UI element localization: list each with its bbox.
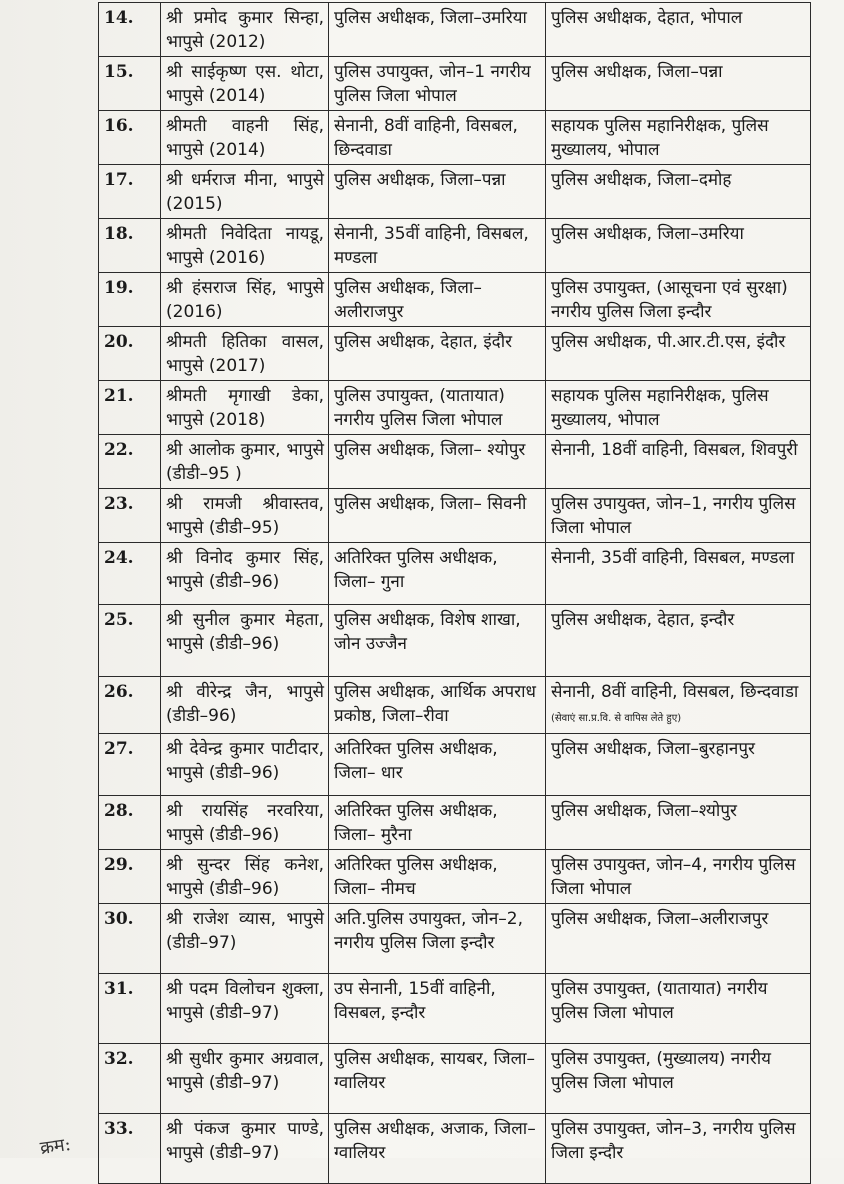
current-posting-cell [329,974,546,1044]
serial-number-cell [99,605,161,677]
officer-name-cell [161,677,329,734]
officer-name-cell [161,1114,329,1184]
new-posting-cell [546,734,811,796]
serial-number-cell [99,1114,161,1184]
table-row [99,219,811,273]
serial-number-cell-text: 33. [104,1119,134,1139]
current-posting-cell-text: पुलिस अधीक्षक, जिला–पन्ना [334,170,506,190]
table-row [99,381,811,435]
current-posting-cell [329,1114,546,1184]
serial-number-cell [99,3,161,57]
serial-number-cell [99,381,161,435]
current-posting-cell [329,850,546,904]
officer-name-cell [161,57,329,111]
table-row [99,3,811,57]
officer-name-cell [161,974,329,1044]
table-row [99,850,811,904]
officer-name-cell-text: श्री साईकृष्ण एस. थोटा, भापुसे (2014) [166,62,324,106]
new-posting-cell [546,327,811,381]
new-posting-cell [546,489,811,543]
table-row [99,1114,811,1184]
new-posting-cell [546,273,811,327]
officer-name-cell [161,3,329,57]
serial-number-cell-text: 15. [104,62,134,82]
officer-name-cell [161,489,329,543]
current-posting-cell [329,219,546,273]
serial-number-cell-text: 29. [104,855,134,875]
current-posting-cell-text: पुलिस अधीक्षक, सायबर, जिला–ग्वालियर [334,1049,536,1093]
new-posting-cell [546,381,811,435]
officer-name-cell [161,543,329,605]
officer-name-cell-text: श्री विनोद कुमार सिंह, भापुसे (डीडी–96) [166,548,324,592]
table-row [99,111,811,165]
new-posting-cell-text: पुलिस अधीक्षक, जिला–अलीराजपुर [551,909,769,929]
officer-name-cell [161,381,329,435]
serial-number-cell [99,904,161,974]
current-posting-cell-text: पुलिस उपायुक्त, (यातायात) नगरीय पुलिस जिला भोपाल [334,386,505,430]
new-posting-cell [546,1114,811,1184]
officer-name-cell-text: श्री राजेश व्यास, भापुसे (डीडी–97) [166,909,324,953]
serial-number-cell-text: 25. [104,610,134,630]
table-row [99,974,811,1044]
serial-number-cell-text: 19. [104,278,134,298]
new-posting-cell-text: पुलिस उपायुक्त, जोन–3, नगरीय पुलिस जिला इन्दौर [551,1119,796,1163]
current-posting-cell-text: अतिरिक्त पुलिस अधीक्षक, जिला– गुना [334,548,498,592]
officer-name-cell [161,165,329,219]
new-posting-cell [546,435,811,489]
serial-number-cell-text: 32. [104,1049,134,1069]
officer-name-cell-text: श्री सुधीर कुमार अग्रवाल, भापुसे (डीडी–97) [166,1049,324,1093]
officer-name-cell [161,111,329,165]
table-row [99,734,811,796]
current-posting-cell-text: अति.पुलिस उपायुक्त, जोन–2, नगरीय पुलिस जिला इन्दौर [334,909,523,953]
current-posting-cell [329,3,546,57]
current-posting-cell [329,543,546,605]
serial-number-cell [99,327,161,381]
new-posting-cell [546,57,811,111]
officer-name-cell [161,734,329,796]
serial-number-cell [99,677,161,734]
serial-number-cell-text: 23. [104,494,134,514]
current-posting-cell [329,677,546,734]
current-posting-cell-text: अतिरिक्त पुलिस अधीक्षक, जिला– मुरैना [334,801,498,845]
new-posting-cell [546,974,811,1044]
officer-name-cell [161,273,329,327]
serial-number-cell [99,850,161,904]
table-row [99,273,811,327]
serial-number-cell [99,111,161,165]
new-posting-cell [546,1044,811,1114]
current-posting-cell [329,111,546,165]
officer-name-cell-text: श्री रायसिंह नरवरिया, भापुसे (डीडी–96) [166,801,324,845]
officer-name-cell [161,796,329,850]
new-posting-cell-text: पुलिस उपायुक्त, (यातायात) नगरीय पुलिस जिला भोपाल [551,979,768,1023]
new-posting-cell [546,3,811,57]
officer-name-cell-text: श्री आलोक कुमार, भापुसे (डीडी–95 ) [166,440,324,484]
officer-name-cell-text: श्री धर्मराज मीना, भापुसे (2015) [166,170,324,214]
current-posting-cell-text: पुलिस अधीक्षक, आर्थिक अपराध प्रकोष्ठ, जिला–रीवा [334,682,536,726]
current-posting-cell [329,489,546,543]
serial-number-cell-text: 30. [104,909,134,929]
current-posting-cell-text: पुलिस अधीक्षक, जिला– श्योपुर [334,440,526,460]
serial-number-cell [99,1044,161,1114]
officer-name-cell-text: श्री देवेन्द्र कुमार पाटीदार, भापुसे (डीडी–96) [166,739,324,783]
serial-number-cell-text: 21. [104,386,134,406]
new-posting-cell-text: सेनानी, 35वीं वाहिनी, विसबल, मण्डला [551,548,795,568]
officer-name-cell-text: श्रीमती निवेदिता नायडू, भापुसे (2016) [166,224,324,268]
officer-name-cell-text: श्रीमती वाहनी सिंह, भापुसे (2014) [166,116,324,160]
table-row [99,543,811,605]
current-posting-cell-text: सेनानी, 35वीं वाहिनी, विसबल, मण्डला [334,224,529,268]
officer-name-cell [161,435,329,489]
serial-number-cell-text: 27. [104,739,134,759]
officer-name-cell-text: श्री रामजी श्रीवास्तव, भापुसे (डीडी–95) [166,494,324,538]
new-posting-cell [546,219,811,273]
transfer-table [98,2,811,1184]
serial-number-cell [99,165,161,219]
current-posting-cell [329,734,546,796]
new-posting-cell [546,111,811,165]
current-posting-cell [329,165,546,219]
new-posting-cell-text: पुलिस अधीक्षक, देहात, इन्दौर [551,610,735,630]
table-row [99,327,811,381]
current-posting-cell-text: सेनानी, 8वीं वाहिनी, विसबल, छिन्दवाडा [334,116,518,160]
serial-number-cell-text: 22. [104,440,134,460]
officer-name-cell-text: श्री हंसराज सिंह, भापुसे (2016) [166,278,324,322]
table-row [99,796,811,850]
table-row [99,605,811,677]
table-row [99,165,811,219]
serial-number-cell-text: 31. [104,979,134,999]
serial-number-cell-text: 20. [104,332,134,352]
serial-number-cell-text: 14. [104,8,134,28]
serial-number-cell-text: 28. [104,801,134,821]
new-posting-cell-text: सेनानी, 8वीं वाहिनी, विसबल, छिन्दवाडा [551,682,799,702]
serial-number-cell [99,57,161,111]
new-posting-cell-text: पुलिस अधीक्षक, जिला–उमरिया [551,224,744,244]
handwritten-margin-mark: क्रम: [38,1133,73,1160]
serial-number-cell-text: 18. [104,224,134,244]
officer-name-cell-text: श्री प्रमोद कुमार सिन्हा, भापुसे (2012) [166,8,324,52]
new-posting-cell [546,165,811,219]
new-posting-cell-text: पुलिस अधीक्षक, पी.आर.टी.एस, इंदौर [551,332,786,352]
officer-name-cell-text: श्री सुन्दर सिंह कनेश, भापुसे (डीडी–96) [166,855,324,899]
current-posting-cell-text: पुलिस उपायुक्त, जोन–1 नगरीय पुलिस जिला भोपाल [334,62,531,106]
officer-name-cell-text: श्री पंकज कुमार पाण्डे, भापुसे (डीडी–97) [166,1119,324,1163]
new-posting-cell-text: सेनानी, 18वीं वाहिनी, विसबल, शिवपुरी [551,440,798,460]
new-posting-cell-text: पुलिस उपायुक्त, (मुख्यालय) नगरीय पुलिस जिला भोपाल [551,1049,771,1093]
current-posting-cell [329,381,546,435]
serial-number-cell-text: 16. [104,116,134,136]
new-posting-cell-text: पुलिस उपायुक्त, जोन–4, नगरीय पुलिस जिला भोपाल [551,855,796,899]
current-posting-cell-text: पुलिस अधीक्षक, अजाक, जिला–ग्वालियर [334,1119,536,1163]
serial-number-cell [99,435,161,489]
officer-name-cell [161,327,329,381]
current-posting-cell-text: पुलिस अधीक्षक, जिला– सिवनी [334,494,527,514]
new-posting-cell [546,543,811,605]
officer-name-cell-text: श्री सुनील कुमार मेहता, भापुसे (डीडी–96) [166,610,324,654]
new-posting-cell-text: पुलिस उपायुक्त, जोन–1, नगरीय पुलिस जिला भोपाल [551,494,796,538]
officer-name-cell-text: श्रीमती हितिका वासल, भापुसे (2017) [166,332,324,376]
serial-number-cell-text: 24. [104,548,134,568]
officer-name-cell [161,904,329,974]
serial-number-cell-text: 17. [104,170,134,190]
current-posting-cell-text: पुलिस अधीक्षक, जिला–अलीराजपुर [334,278,482,322]
current-posting-cell [329,57,546,111]
serial-number-cell [99,974,161,1044]
officer-name-cell-text: श्रीमती मृगाखी डेका, भापुसे (2018) [166,386,324,430]
table-row [99,435,811,489]
new-posting-cell [546,796,811,850]
serial-number-cell [99,219,161,273]
current-posting-cell [329,327,546,381]
current-posting-cell [329,1044,546,1114]
new-posting-cell-text: पुलिस उपायुक्त, (आसूचना एवं सुरक्षा) नगरीय पुलिस जिला इन्दौर [551,278,788,322]
new-posting-cell [546,904,811,974]
table-row [99,677,811,734]
posting-note: (सेवाएं सा.प्र.वि. से वापिस लेते हुए) [551,713,682,724]
current-posting-cell-text: उप सेनानी, 15वीं वाहिनी, विसबल, इन्दौर [334,979,496,1023]
serial-number-cell [99,273,161,327]
current-posting-cell [329,273,546,327]
table-row [99,57,811,111]
current-posting-cell [329,605,546,677]
current-posting-cell-text: पुलिस अधीक्षक, देहात, इंदौर [334,332,513,352]
new-posting-cell-text: पुलिस अधीक्षक, जिला–पन्ना [551,62,723,82]
serial-number-cell [99,734,161,796]
current-posting-cell-text: अतिरिक्त पुलिस अधीक्षक, जिला– नीमच [334,855,498,899]
current-posting-cell-text: अतिरिक्त पुलिस अधीक्षक, जिला– धार [334,739,498,783]
new-posting-cell-text: पुलिस अधीक्षक, जिला–बुरहानपुर [551,739,755,759]
new-posting-cell-text: पुलिस अधीक्षक, जिला–श्योपुर [551,801,737,821]
serial-number-cell [99,796,161,850]
officer-name-cell-text: श्री पदम विलोचन शुक्ला, भापुसे (डीडी–97) [166,979,324,1023]
officer-name-cell [161,850,329,904]
officer-name-cell [161,219,329,273]
new-posting-cell [546,605,811,677]
serial-number-cell [99,489,161,543]
current-posting-cell [329,435,546,489]
current-posting-cell-text: पुलिस अधीक्षक, विशेष शाखा, जोन उज्जैन [334,610,521,654]
table-row [99,489,811,543]
serial-number-cell [99,543,161,605]
table-row [99,904,811,974]
new-posting-cell [546,850,811,904]
officer-name-cell [161,1044,329,1114]
current-posting-cell [329,796,546,850]
current-posting-cell-text: पुलिस अधीक्षक, जिला–उमरिया [334,8,527,28]
officer-name-cell [161,605,329,677]
table-row [99,1044,811,1114]
serial-number-cell-text: 26. [104,682,134,702]
new-posting-cell [546,677,811,734]
new-posting-cell-text: पुलिस अधीक्षक, जिला–दमोह [551,170,732,190]
new-posting-cell-text: सहायक पुलिस महानिरीक्षक, पुलिस मुख्यालय, भोपाल [551,116,769,160]
new-posting-cell-text: सहायक पुलिस महानिरीक्षक, पुलिस मुख्यालय, भोपाल [551,386,769,430]
officer-name-cell-text: श्री वीरेन्द्र जैन, भापुसे (डीडी–96) [166,682,324,726]
new-posting-cell-text: पुलिस अधीक्षक, देहात, भोपाल [551,8,743,28]
current-posting-cell [329,904,546,974]
